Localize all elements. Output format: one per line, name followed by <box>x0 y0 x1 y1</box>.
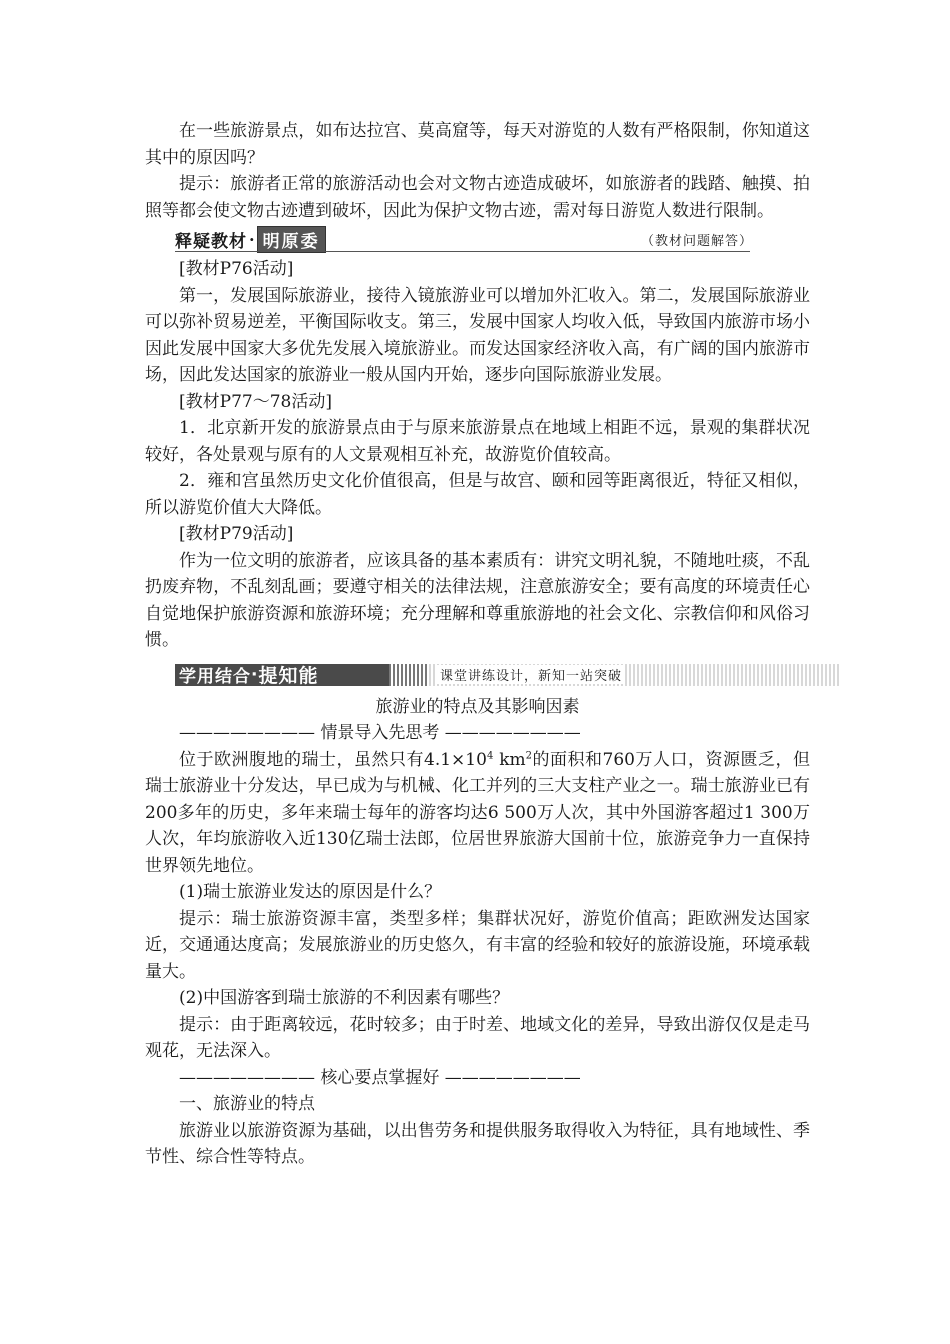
case-sup-2: 2 <box>525 749 533 761</box>
case-text-1: 位于欧洲腹地的瑞士，虽然只有4.1×10 <box>179 749 487 770</box>
banner-left-text: 释疑教材 <box>175 231 247 252</box>
banner-right-text: （教材问题解答） <box>640 234 753 249</box>
p76-text: 第一，发展国际旅游业，接待入镜旅游业可以增加外汇收入。第二，发展国际旅游业可以弥补贸易逆差，平衡国际收支。第三，发展中国家人均收入低，导致国内旅游市场小因此发展中国家大多优先发展入境旅游业。而发达国家经济收入高，有广阔的国内旅游市场，因此发达国家的旅游业一般从国内开始，逐步向国际旅游业发展。 <box>145 285 810 385</box>
banner2-left-text: 学用结合 <box>179 667 251 687</box>
answer-2: 提示：由于距离较远，花时较多；由于时差、地域文化的差异，导致出游仅仅是走马观花，无法深入。 <box>145 1014 810 1061</box>
p76-title: [教材P76活动] <box>179 259 294 279</box>
body-1: 旅游业以旅游资源为基础，以出售劳务和提供服务取得收入为特征，具有地域性、季节性、综合性等特点。 <box>145 1120 810 1167</box>
lesson-title: 旅游业的特点及其影响因素 <box>375 696 580 717</box>
question-1: (1)瑞士旅游业发达的原因是什么？ <box>179 882 442 902</box>
p77-item-1: 1．北京新开发的旅游景点由于与原来旅游景点在地域上相距不远，景观的集群状况较好，各处景观与原有的人文景观相互补充，故游览价值较高。 <box>145 418 810 465</box>
document-page <box>145 118 810 1171</box>
section-banner-practice <box>145 660 810 690</box>
p77-title: [教材P77～78活动] <box>179 391 332 412</box>
banner2-big-text: 提知能 <box>258 665 319 687</box>
case-paragraph <box>145 747 810 880</box>
banner-underline <box>175 251 750 252</box>
question-2: (2)中国游客到瑞士旅游的不利因素有哪些？ <box>179 988 510 1008</box>
case-text-3: 的面积和760万人口，资源匮乏，但瑞士旅游业十分发达，早已成为与机械、化工并列的三大支柱产业之一。瑞士旅游业已有200多年的历史，多年来瑞士每年的游客均达6 500万人次，其中外国游客超过1 300万人次，年均旅游收入近130亿瑞士法郎，位居世界旅游大国前十位，旅游竞争力一直保持世界领先地位。 <box>145 749 810 876</box>
intro-question: 在一些旅游景点，如布达拉宫、莫高窟等，每天对游览的人数有严格限制，你知道这其中的原因吗？ <box>145 121 810 168</box>
case-text-2: km <box>493 749 526 770</box>
p77-item-2: 2．雍和宫虽然历史文化价值很高，但是与故宫、颐和园等距离很近，特征又相似，所以游览价值大大降低。 <box>145 471 810 518</box>
p79-title: [教材P79活动] <box>179 524 294 544</box>
section-banner-textbook <box>145 226 810 254</box>
banner2-dark-block <box>175 664 389 686</box>
case-sup-1: 4 <box>486 749 494 761</box>
p79-text: 作为一位文明的旅游者，应该具备的基本素质有：讲究文明礼貌，不随地吐痰，不乱扔废弃物，不乱刻乱画；要遵守相关的法律法规，注意旅游安全；要有高度的环境责任心自觉地保护旅游资源和旅游环境；充分理解和尊重旅游地的社会文化、宗教信仰和风俗习惯。 <box>145 550 810 650</box>
banner-box-text: 明原委 <box>257 226 326 253</box>
divider-scenario: ———————— 情景导入先思考 ———————— <box>179 723 581 743</box>
divider-core: ———————— 核心要点掌握好 ———————— <box>179 1067 581 1088</box>
banner-dot: · <box>249 229 255 249</box>
banner2-stripe-dark <box>389 664 429 686</box>
intro-hint: 提示：旅游者正常的旅游活动也会对文物古迹造成破坏，如旅游者的践踏、触摸、拍照等都会使文物古迹遭到破坏，因此为保护文物古迹，需对每日游览人数进行限制。 <box>145 174 810 221</box>
heading-1: 一、旅游业的特点 <box>179 1094 315 1114</box>
answer-1: 提示：瑞士旅游资源丰富，类型多样；集群状况好，游览价值高；距欧洲发达国家近，交通通达度高；发展旅游业的历史悠久，有丰富的经验和较好的旅游设施，环境承载量大。 <box>145 908 810 982</box>
banner2-dot: · <box>251 664 259 685</box>
banner2-right-text: 课堂讲练设计，新知一站突破 <box>437 665 625 684</box>
